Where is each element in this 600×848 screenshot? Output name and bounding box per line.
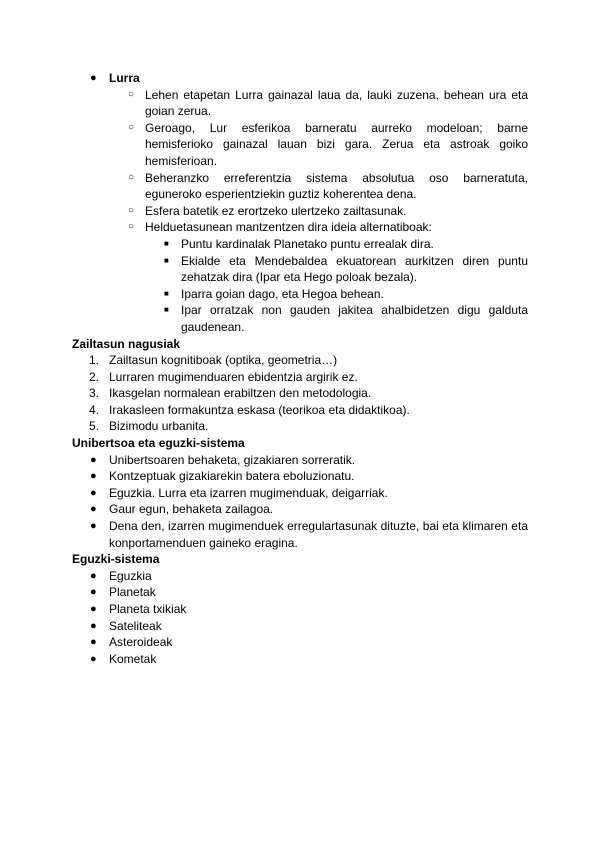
list-item [72, 87, 528, 120]
item-text: Bizimodu urbanita. [109, 419, 209, 434]
item-text: Unibertsoaren behaketa, gizakiaren sorreratik. [109, 452, 356, 467]
list-number: 5. [89, 419, 100, 434]
bullet-marker: ● [90, 486, 97, 499]
list-item [72, 352, 528, 369]
list-number: 3. [89, 386, 100, 401]
lurra-title: Lurra [109, 71, 140, 85]
list-item [72, 203, 528, 220]
item-text: Eguzkia. Lurra eta izarren mugimenduak, deigarriak. [109, 485, 388, 500]
bullet-marker: ■ [164, 255, 169, 265]
list-item [72, 568, 528, 585]
item-text: Puntu kardinalak Planetako puntu errealak dira. [181, 236, 434, 251]
item-text: Sateliteak [109, 618, 162, 633]
item-text: Dena den, izarren mugimenduek erregulartasunak dituzte, bai eta klimaren eta konportamenduen gaineko eragina. [109, 519, 528, 550]
list-item [72, 70, 528, 87]
list-item [72, 236, 528, 253]
list-item [72, 618, 528, 635]
list-number: 4. [89, 402, 100, 417]
item-text: Kontzeptuak gizakiarekin batera eboluzionatu. [109, 469, 355, 484]
list-item [72, 120, 528, 170]
bullet-marker: ● [90, 619, 97, 632]
list-item [72, 651, 528, 668]
bullet-marker: ● [90, 652, 97, 665]
item-text: Gaur egun, behaketa zailagoa. [109, 502, 274, 517]
item-text: Geroago, Lur esferikoa barneratu aurreko modeloan; barne hemisferioko gainazal lauan bizi gara. Zerua eta astroak goiko hemisferioan. [145, 120, 528, 168]
item-text: Planeta txikiak [109, 602, 187, 616]
bullet-marker: ○ [128, 221, 135, 233]
zailtasun-list [72, 352, 528, 435]
item-text: Zailtasun kognitiboak (optika, geometria…) [109, 353, 338, 368]
list-item [72, 584, 528, 601]
item-text: Planetak [109, 585, 156, 600]
bullet-marker: ■ [164, 288, 169, 298]
bullet-marker: ● [90, 520, 97, 533]
bullet-marker: ■ [164, 238, 169, 248]
item-text: Ikasgelan normalean erabiltzen den metodologia. [109, 386, 372, 401]
list-item [72, 634, 528, 651]
item-text: Ekialde eta Mendebaldea ekuatorean aurkitzen diren puntu zehatzak dira (Ipar eta Hego poloak bezala). [181, 253, 528, 285]
bullet-marker: ○ [128, 204, 135, 216]
item-text: Asteroideak [109, 635, 173, 650]
bullet-marker: ● [90, 569, 97, 582]
list-number: 2. [89, 369, 100, 384]
item-text: Lehen etapetan Lurra gainazal laua da, lauki zuzena, behean ura eta goian zerua. [145, 87, 528, 119]
item-text: Kometak [109, 651, 157, 666]
item-text: Irakasleen formakuntza eskasa (teorikoa eta didaktikoa). [109, 402, 410, 417]
list-item [72, 418, 528, 435]
list-item [72, 302, 528, 335]
unibertsoa-list [72, 452, 528, 552]
list-item [72, 485, 528, 502]
list-item [72, 452, 528, 469]
bullet-marker: ● [90, 603, 97, 615]
item-text: Eguzkia [109, 568, 152, 583]
lurra-list [72, 70, 528, 336]
list-item [72, 170, 528, 203]
bullet-marker: ○ [128, 121, 135, 133]
section-heading: Eguzki-sistema [72, 552, 160, 567]
list-item [72, 286, 528, 303]
item-text: Iparra goian dago, eta Hegoa behean. [181, 286, 384, 301]
bullet-marker: ● [90, 453, 97, 466]
item-text: Helduetasunean mantzentzen dira ideia alternatiboak: [145, 220, 432, 235]
list-item [72, 501, 528, 518]
bullet-marker: ■ [164, 305, 169, 315]
list-item [72, 385, 528, 402]
item-text: Esfera batetik ez erortzeko ulertzeko zailtasunak. [145, 203, 407, 218]
bullet-marker: ○ [128, 171, 135, 183]
document-page [72, 70, 528, 667]
bullet-marker: ● [90, 636, 97, 649]
list-item [72, 369, 528, 386]
bullet-marker: ● [90, 503, 97, 516]
list-item [72, 468, 528, 485]
eguzki-list [72, 568, 528, 668]
item-text: Ipar orratzak non gauden jakitea ahalbidetzen digu galduta gaudenean. [181, 303, 528, 334]
item-text: Lurraren mugimenduaren ebidentzia argirik ez. [109, 369, 358, 384]
list-item [72, 219, 528, 236]
list-item [72, 601, 528, 618]
bullet-marker: ○ [128, 88, 135, 100]
list-number: 1. [89, 353, 100, 368]
list-item [72, 253, 528, 286]
bullet-marker: ● [90, 470, 97, 483]
section-heading: Zailtasun nagusiak [72, 336, 181, 351]
item-text: Beheranzko erreferentzia sistema absolutua oso barneratuta, eguneroko esperientziekin guztiz koherentea dena. [145, 170, 528, 202]
bullet-marker: ● [90, 72, 97, 84]
section-heading: Unibertsoa eta eguzki-sistema [72, 436, 245, 451]
list-item [72, 518, 528, 551]
bullet-marker: ● [90, 586, 97, 599]
list-item [72, 402, 528, 419]
